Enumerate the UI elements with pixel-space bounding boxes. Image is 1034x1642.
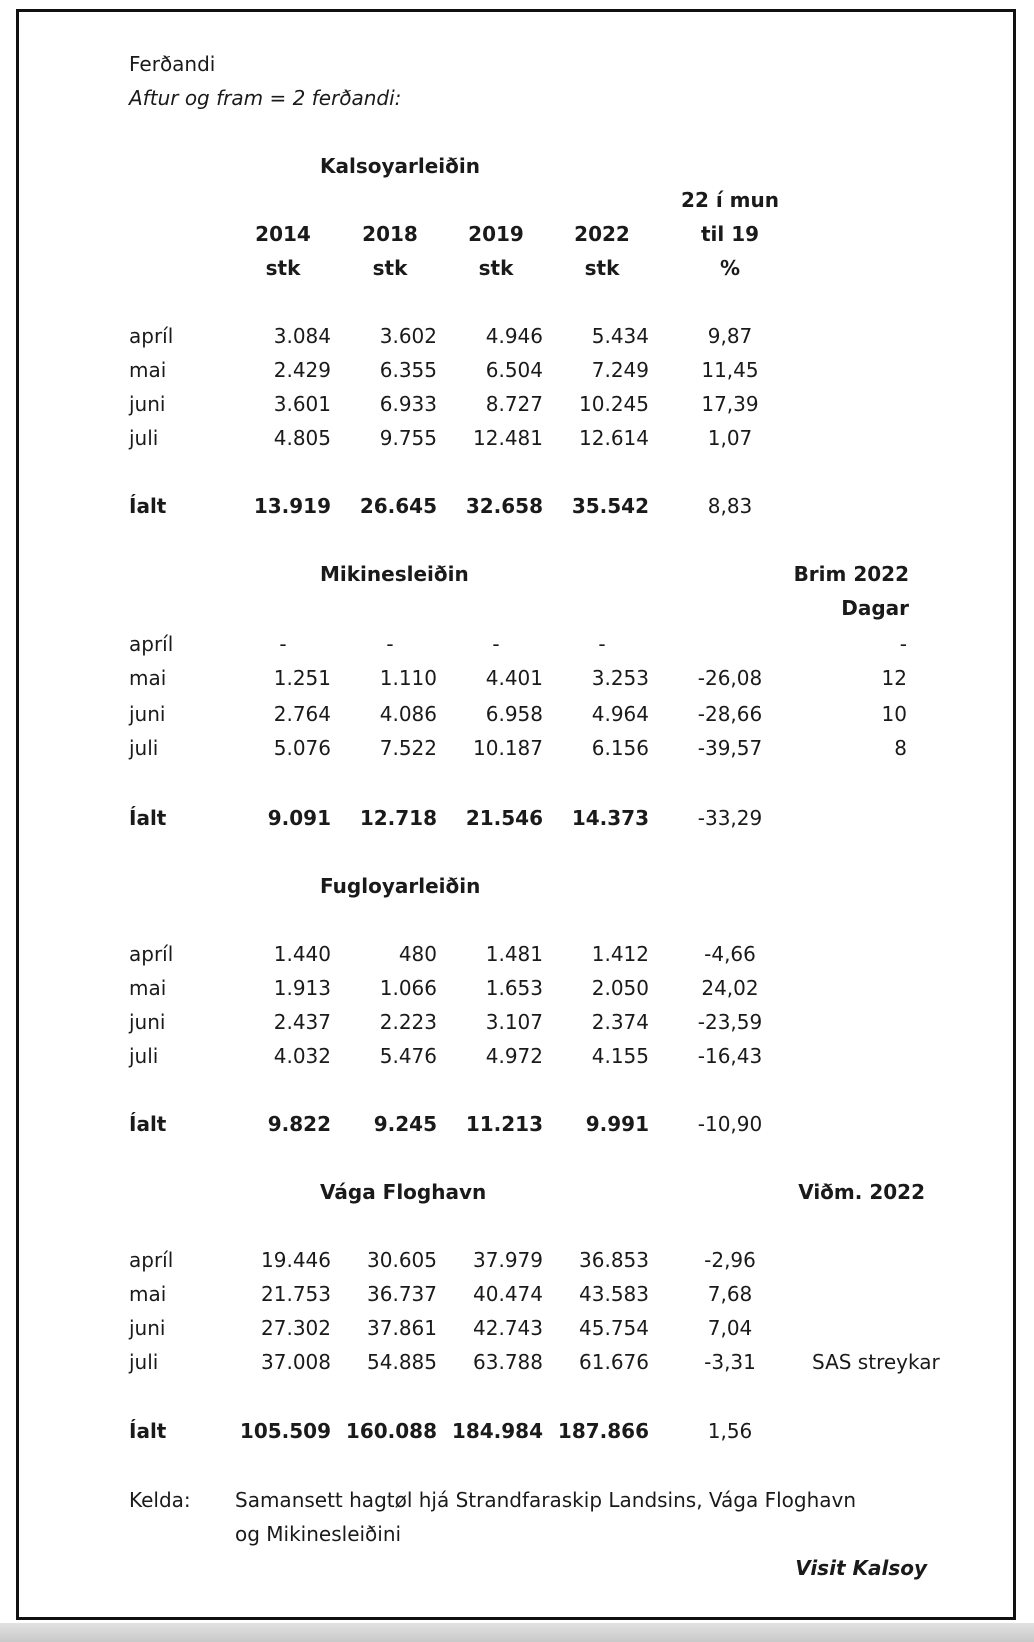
change-percent-cell: -39,57 xyxy=(697,736,763,760)
total-label: Íalt xyxy=(129,494,167,518)
year-header-2022: 2022 xyxy=(574,222,630,246)
value-cell: 7.522 xyxy=(379,736,437,760)
total-value-cell: 187.866 xyxy=(557,1419,649,1443)
change-percent-cell: 1,07 xyxy=(707,426,753,450)
total-value-cell: 12.718 xyxy=(359,806,437,830)
month-label: juni xyxy=(129,1316,166,1340)
value-cell: 37.008 xyxy=(261,1350,331,1374)
value-cell: 1.440 xyxy=(273,942,331,966)
value-cell: 10.187 xyxy=(473,736,543,760)
value-cell: 54.885 xyxy=(367,1350,437,1374)
page-shadow xyxy=(0,1623,1034,1642)
month-label: mai xyxy=(129,358,167,382)
change-percent-cell: -23,59 xyxy=(697,1010,763,1034)
value-cell: 1.481 xyxy=(485,942,543,966)
value-cell: 2.764 xyxy=(273,702,331,726)
value-cell: 4.155 xyxy=(591,1044,649,1068)
total-value-cell: 9.822 xyxy=(267,1112,331,1136)
value-cell: 3.084 xyxy=(273,324,331,348)
value-cell: 1.251 xyxy=(273,666,331,690)
total-value-cell: 26.645 xyxy=(359,494,437,518)
value-cell: 4.946 xyxy=(485,324,543,348)
year-header-2019: 2019 xyxy=(468,222,524,246)
month-label: juli xyxy=(129,426,159,450)
source-label: Kelda: xyxy=(129,1488,191,1512)
total-change-percent: 8,83 xyxy=(707,494,753,518)
side-value-cell: 10 xyxy=(881,702,907,726)
side-column-title: Viðm. 2022 xyxy=(798,1180,925,1204)
value-cell: 5.434 xyxy=(591,324,649,348)
value-cell: 3.602 xyxy=(379,324,437,348)
value-cell: 6.504 xyxy=(485,358,543,382)
total-label: Íalt xyxy=(129,806,167,830)
value-cell: 21.753 xyxy=(261,1282,331,1306)
value-cell: - xyxy=(386,632,394,656)
value-cell: 19.446 xyxy=(261,1248,331,1272)
total-label: Íalt xyxy=(129,1112,167,1136)
value-cell: 1.066 xyxy=(379,976,437,1000)
month-label: mai xyxy=(129,976,167,1000)
unit-header: stk xyxy=(478,256,514,280)
total-value-cell: 21.546 xyxy=(465,806,543,830)
total-value-cell: 14.373 xyxy=(571,806,649,830)
value-cell: 10.245 xyxy=(579,392,649,416)
month-label: mai xyxy=(129,666,167,690)
month-label: juli xyxy=(129,1044,159,1068)
year-header-2014: 2014 xyxy=(255,222,311,246)
value-cell: 3.601 xyxy=(273,392,331,416)
value-cell: 9.755 xyxy=(379,426,437,450)
value-cell: 30.605 xyxy=(367,1248,437,1272)
value-cell: 480 xyxy=(398,942,437,966)
change-percent-cell: -16,43 xyxy=(697,1044,763,1068)
month-label: juni xyxy=(129,702,166,726)
change-header-line-2: til 19 xyxy=(700,222,760,246)
value-cell: 7.249 xyxy=(591,358,649,382)
month-label: juni xyxy=(129,1010,166,1034)
total-value-cell: 9.245 xyxy=(373,1112,437,1136)
month-label: juli xyxy=(129,736,159,760)
value-cell: - xyxy=(492,632,500,656)
side-value-cell: 12 xyxy=(881,666,907,690)
source-text-line-2: og Mikinesleiðini xyxy=(235,1522,402,1546)
value-cell: 8.727 xyxy=(485,392,543,416)
total-value-cell: 105.509 xyxy=(239,1419,331,1443)
value-cell: 6.933 xyxy=(379,392,437,416)
total-label: Íalt xyxy=(129,1419,167,1443)
value-cell: 45.754 xyxy=(579,1316,649,1340)
side-value-cell: - xyxy=(899,632,907,656)
side-value-cell: 8 xyxy=(894,736,907,760)
value-cell: 4.972 xyxy=(485,1044,543,1068)
value-cell: 6.355 xyxy=(379,358,437,382)
total-value-cell: 32.658 xyxy=(465,494,543,518)
value-cell: 1.913 xyxy=(273,976,331,1000)
document-title: Ferðandi xyxy=(129,52,216,76)
value-cell: 61.676 xyxy=(579,1350,649,1374)
side-column-title: Brim 2022 xyxy=(793,562,909,586)
value-cell: 43.583 xyxy=(579,1282,649,1306)
value-cell: 42.743 xyxy=(473,1316,543,1340)
value-cell: 2.437 xyxy=(273,1010,331,1034)
value-cell: 4.086 xyxy=(379,702,437,726)
value-cell: 3.253 xyxy=(591,666,649,690)
value-cell: 6.958 xyxy=(485,702,543,726)
change-percent-cell: -3,31 xyxy=(704,1350,756,1374)
total-value-cell: 35.542 xyxy=(571,494,649,518)
change-percent-cell: -28,66 xyxy=(697,702,763,726)
value-cell: 37.979 xyxy=(473,1248,543,1272)
change-header-line-3: % xyxy=(719,256,741,280)
section-title: Kalsoyarleiðin xyxy=(320,154,480,178)
value-cell: 63.788 xyxy=(473,1350,543,1374)
value-cell: 6.156 xyxy=(591,736,649,760)
value-cell: - xyxy=(598,632,606,656)
month-label: apríl xyxy=(129,942,174,966)
change-percent-cell: 7,68 xyxy=(707,1282,753,1306)
total-value-cell: 184.984 xyxy=(451,1419,543,1443)
change-percent-cell: 17,39 xyxy=(701,392,759,416)
unit-header: stk xyxy=(265,256,301,280)
total-value-cell: 160.088 xyxy=(345,1419,437,1443)
value-cell: 1.110 xyxy=(379,666,437,690)
value-cell: 1.653 xyxy=(485,976,543,1000)
value-cell: 12.481 xyxy=(473,426,543,450)
value-cell: 4.401 xyxy=(485,666,543,690)
total-value-cell: 9.091 xyxy=(267,806,331,830)
month-label: apríl xyxy=(129,632,174,656)
total-value-cell: 13.919 xyxy=(253,494,331,518)
section-title: Vága Floghavn xyxy=(320,1180,487,1204)
total-change-percent: -33,29 xyxy=(697,806,763,830)
change-percent-cell: -2,96 xyxy=(704,1248,756,1272)
change-percent-cell: 24,02 xyxy=(701,976,759,1000)
change-percent-cell: 9,87 xyxy=(707,324,753,348)
value-cell: 3.107 xyxy=(485,1010,543,1034)
month-label: apríl xyxy=(129,324,174,348)
value-cell: 4.805 xyxy=(273,426,331,450)
value-cell: 36.737 xyxy=(367,1282,437,1306)
document-subtitle: Aftur og fram = 2 ferðandi: xyxy=(129,86,402,110)
value-cell: 1.412 xyxy=(591,942,649,966)
value-cell: 12.614 xyxy=(579,426,649,450)
value-cell: 2.223 xyxy=(379,1010,437,1034)
value-cell: 27.302 xyxy=(261,1316,331,1340)
change-percent-cell: -26,08 xyxy=(697,666,763,690)
value-cell: 4.964 xyxy=(591,702,649,726)
side-note: SAS streykar xyxy=(812,1350,940,1374)
signature: Visit Kalsoy xyxy=(795,1556,927,1580)
value-cell: 2.374 xyxy=(591,1010,649,1034)
value-cell: 36.853 xyxy=(579,1248,649,1272)
change-percent-cell: 7,04 xyxy=(707,1316,753,1340)
year-header-2018: 2018 xyxy=(362,222,418,246)
value-cell: 5.076 xyxy=(273,736,331,760)
unit-header: stk xyxy=(372,256,408,280)
total-change-percent: -10,90 xyxy=(697,1112,763,1136)
value-cell: 4.032 xyxy=(273,1044,331,1068)
change-header-line-1: 22 í mun xyxy=(681,188,779,212)
value-cell: - xyxy=(279,632,287,656)
section-title: Mikinesleiðin xyxy=(320,562,469,586)
section-title: Fugloyarleiðin xyxy=(320,874,481,898)
month-label: juni xyxy=(129,392,166,416)
change-percent-cell: 11,45 xyxy=(701,358,759,382)
month-label: mai xyxy=(129,1282,167,1306)
value-cell: 37.861 xyxy=(367,1316,437,1340)
source-text-line-1: Samansett hagtøl hjá Strandfaraskip Landsins, Vága Floghavn xyxy=(235,1488,857,1512)
month-label: apríl xyxy=(129,1248,174,1272)
value-cell: 5.476 xyxy=(379,1044,437,1068)
month-label: juli xyxy=(129,1350,159,1374)
value-cell: 40.474 xyxy=(473,1282,543,1306)
change-percent-cell: -4,66 xyxy=(704,942,756,966)
side-column-title: Dagar xyxy=(841,596,909,620)
total-value-cell: 11.213 xyxy=(465,1112,543,1136)
total-value-cell: 9.991 xyxy=(585,1112,649,1136)
value-cell: 2.429 xyxy=(273,358,331,382)
value-cell: 2.050 xyxy=(591,976,649,1000)
total-change-percent: 1,56 xyxy=(707,1419,753,1443)
unit-header: stk xyxy=(584,256,620,280)
